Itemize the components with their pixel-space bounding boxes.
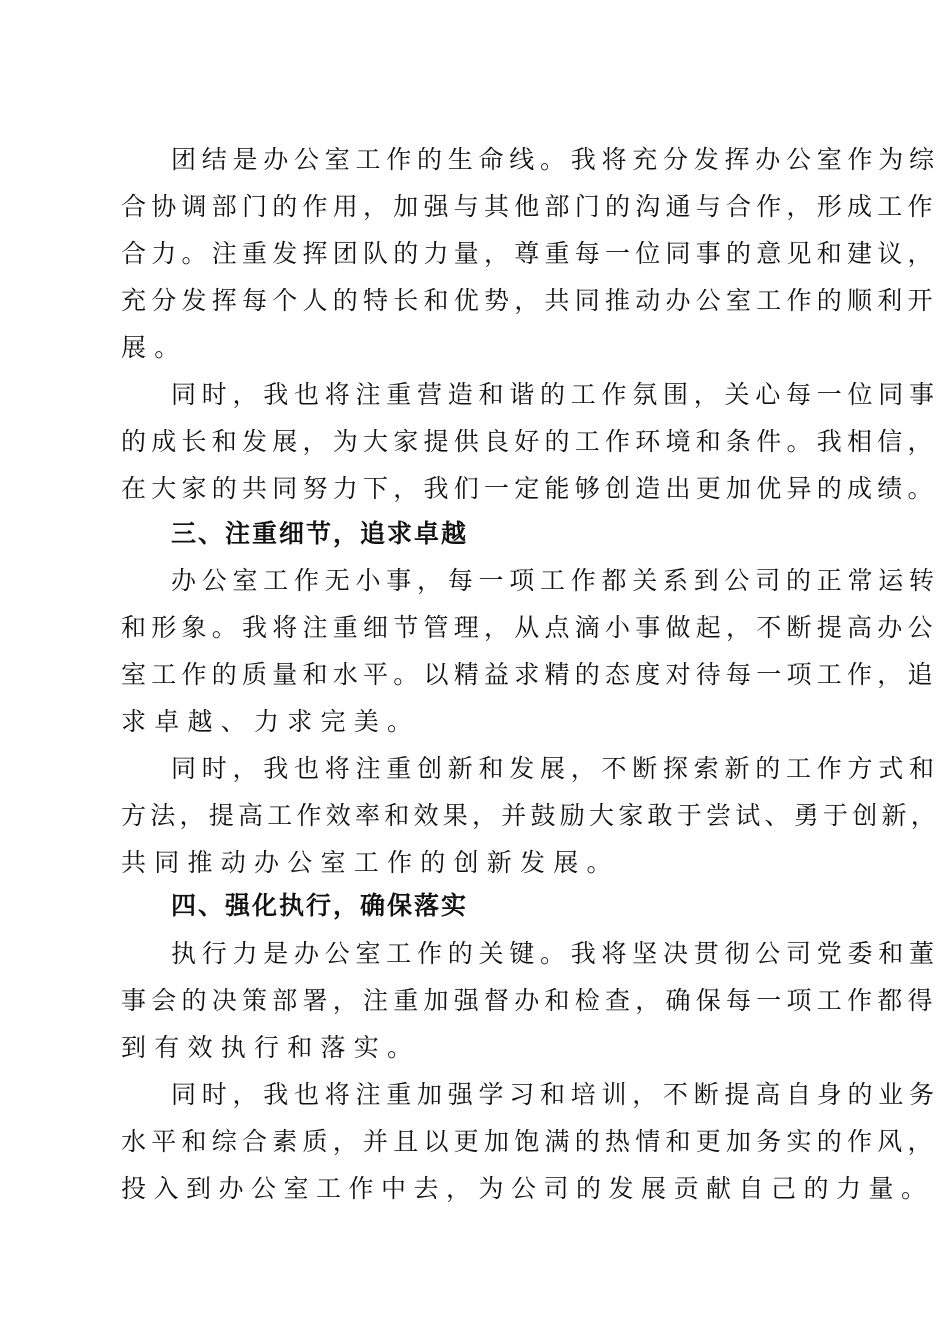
paragraph-line: 团结是办公室工作的生命线。我将充分发挥办公室作为综 — [171, 145, 940, 174]
paragraph-line: 水平和综合素质，并且以更加饱满的热情和更加务实的作风， — [121, 1127, 938, 1156]
paragraph-line: 共同推动办公室工作的创新发展。 — [121, 848, 620, 877]
paragraph-line: 充分发挥每个人的特长和优势，共同推动办公室工作的顺利开 — [121, 286, 938, 315]
paragraph-line: 同时，我也将注重创新和发展，不断探索新的工作方式和 — [171, 754, 940, 783]
paragraph-line: 同时，我也将注重营造和谐的工作氛围，关心每一位同事 — [171, 380, 940, 409]
section-heading: 三、注重细节，追求卓越 — [171, 519, 469, 548]
paragraph-line: 展。 — [121, 333, 188, 362]
paragraph-line: 的成长和发展，为大家提供良好的工作环境和条件。我相信， — [121, 427, 938, 456]
paragraph-line: 事会的决策部署，注重加强督办和检查，确保每一项工作都得 — [121, 986, 938, 1015]
paragraph-line: 到有效执行和落实。 — [121, 1033, 421, 1062]
paragraph-line: 同时，我也将注重加强学习和培训，不断提高自身的业务 — [171, 1080, 940, 1109]
paragraph-line: 方法，提高工作效率和效果，并鼓励大家敢于尝试、勇于创新， — [121, 801, 941, 830]
section-heading: 四、强化执行，确保落实 — [171, 891, 469, 920]
paragraph-line: 和形象。我将注重细节管理，从点滴小事做起，不断提高办公 — [121, 613, 938, 642]
paragraph-line: 合力。注重发挥团队的力量，尊重每一位同事的意见和建议， — [121, 239, 938, 268]
paragraph-line: 室工作的质量和水平。以精益求精的态度对待每一项工作，追 — [121, 660, 938, 689]
paragraph-line: 投入到办公室工作中去，为公司的发展贡献自己的力量。 — [121, 1174, 934, 1203]
paragraph-line: 执行力是办公室工作的关键。我将坚决贯彻公司党委和董 — [171, 939, 940, 968]
paragraph-line: 办公室工作无小事，每一项工作都关系到公司的正常运转 — [171, 566, 940, 595]
paragraph-line: 求卓越、力求完美。 — [121, 707, 421, 736]
paragraph-line: 在大家的共同努力下，我们一定能够创造出更加优异的成绩。 — [121, 474, 938, 503]
paragraph-line: 合协调部门的作用，加强与其他部门的沟通与合作，形成工作 — [121, 192, 938, 221]
